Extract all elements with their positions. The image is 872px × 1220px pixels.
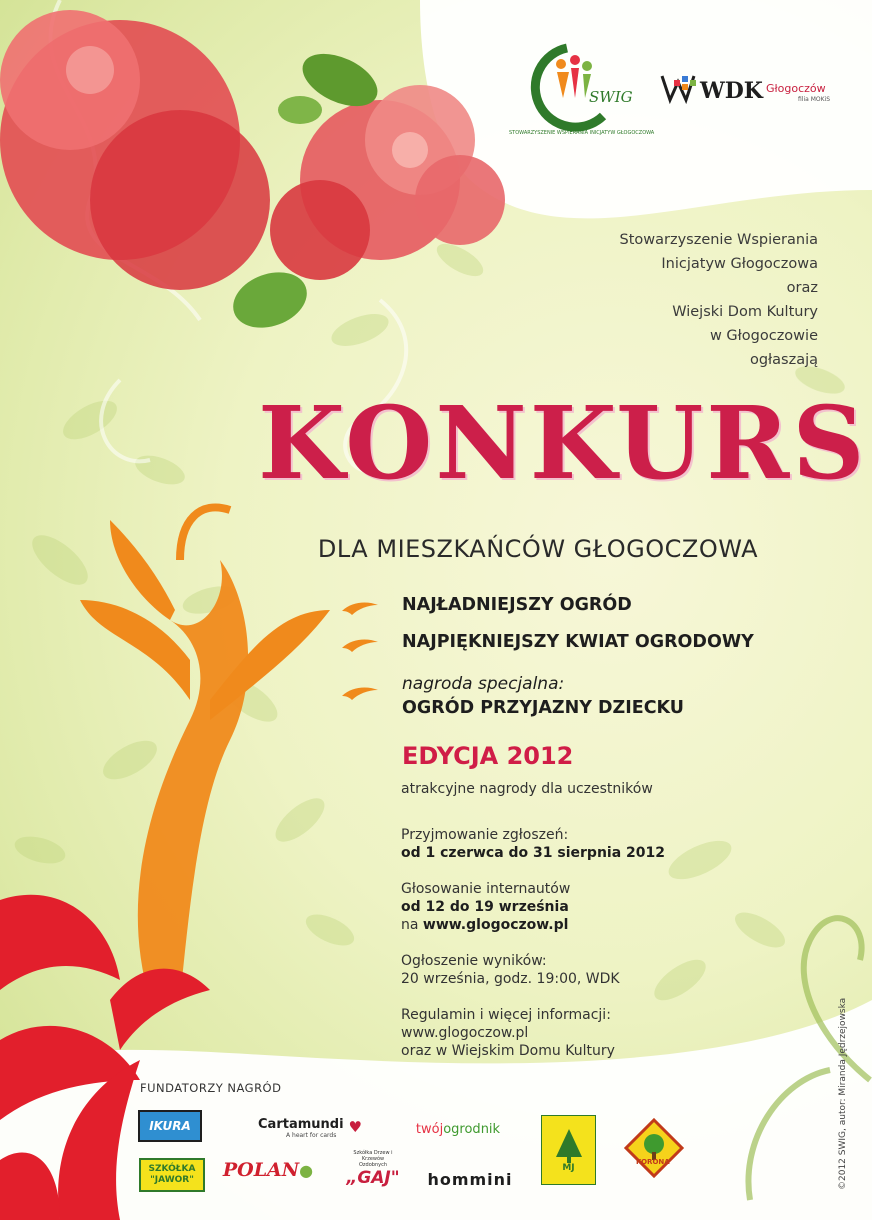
submissions-label: Przyjmowanie zgłoszeń: bbox=[401, 827, 569, 843]
prizes-text: atrakcyjne nagrody dla uczestników bbox=[401, 781, 653, 797]
organizer-line: Wiejski Dom Kultury bbox=[672, 304, 818, 320]
category-name: NAJŁADNIEJSZY OGRÓD bbox=[402, 595, 632, 615]
special-prize-label: nagroda specjalna: bbox=[402, 674, 565, 694]
organizers-text bbox=[498, 228, 818, 372]
category-item bbox=[340, 632, 820, 656]
organizer-line: Stowarzyszenie Wspierania bbox=[619, 232, 818, 248]
copyright-credit: ©2012 SWIG, autor: Miranda Jędrzejowska bbox=[838, 997, 848, 1190]
contest-subtitle: DLA MIESZKAŃCÓW GŁOGOCZOWA bbox=[317, 535, 759, 563]
voting-dates: od 12 do 19 września bbox=[401, 899, 569, 915]
submissions-dates: od 1 czerwca do 31 sierpnia 2012 bbox=[401, 845, 666, 861]
orange-leaf-bullet-icon bbox=[340, 599, 380, 615]
rules-site-link[interactable]: www.glogoczow.pl bbox=[401, 1025, 529, 1041]
special-prize-name: OGRÓD PRZYJAZNY DZIECKU bbox=[402, 698, 685, 718]
sponsor-hommini-logo: hommini bbox=[427, 1169, 513, 1189]
category-item bbox=[340, 674, 820, 722]
submissions-info bbox=[401, 826, 665, 862]
sponsor-cartamundi-logo: Cartamundi A heart for cards ♥ bbox=[258, 1117, 362, 1139]
sponsor-mj-logo: MJ bbox=[541, 1115, 596, 1185]
voting-site: na www.glogoczow.pl bbox=[401, 917, 569, 933]
korona-diamond-icon bbox=[624, 1118, 684, 1178]
tree-icon bbox=[554, 1127, 584, 1163]
edition-heading: EDYCJA 2012 bbox=[402, 742, 574, 770]
wdk-logo-sub: filia MOKiS bbox=[798, 96, 831, 103]
rules-label: Regulamin i więcej informacji: bbox=[401, 1007, 611, 1023]
sponsor-gaj-logo: Szkółka Drzew i Krzewów Ozdobnych „GAJ" bbox=[346, 1150, 400, 1188]
orange-leaf-bullet-icon bbox=[340, 684, 380, 700]
heart-icon: ♥ bbox=[348, 1118, 362, 1136]
voting-label: Głosowanie internautów bbox=[401, 881, 571, 897]
organizer-line: w Głogoczowie bbox=[709, 328, 818, 344]
organizer-line: Inicjatyw Głogoczowa bbox=[661, 256, 818, 272]
rules-info bbox=[401, 1006, 615, 1060]
pear-icon: ● bbox=[299, 1160, 314, 1180]
category-name: NAJPIĘKNIEJSZY KWIAT OGRODOWY bbox=[402, 632, 754, 652]
wdk-logo-place: Głogoczów bbox=[766, 82, 826, 95]
voting-info bbox=[401, 880, 570, 934]
results-info bbox=[401, 952, 620, 988]
swig-logo-text: SWIG bbox=[589, 88, 633, 106]
rules-place: oraz w Wiejskim Domu Kultury bbox=[401, 1043, 615, 1059]
sponsor-jawor-logo: SZKÓŁKA "JAWOR" bbox=[139, 1158, 205, 1192]
organizer-line: oraz bbox=[786, 280, 818, 296]
orange-leaf-bullet-icon bbox=[340, 636, 380, 652]
sponsor-korona-logo: KORONA bbox=[624, 1118, 684, 1178]
wdk-logo-text: WDK bbox=[700, 78, 763, 104]
sponsor-twojogrodnik-logo: twój ogrodnik bbox=[415, 1121, 501, 1137]
voting-site-link[interactable]: www.glogoczow.pl bbox=[422, 917, 569, 933]
results-date: 20 września, godz. 19:00, WDK bbox=[401, 971, 620, 987]
category-item bbox=[340, 595, 820, 619]
swig-logo bbox=[505, 36, 655, 144]
sponsor-ikura-logo: IKURA bbox=[138, 1110, 202, 1142]
results-label: Ogłoszenie wyników: bbox=[401, 953, 547, 969]
swig-logo-tagline: STOWARZYSZENIE WSPIERANIA INICJATYW GŁOGOCZOWA bbox=[509, 130, 655, 136]
organizer-line: ogłaszają bbox=[749, 352, 818, 368]
sponsor-polan-logo: POLAN ● bbox=[222, 1159, 314, 1181]
contest-title: KONKURS bbox=[258, 384, 868, 502]
wdk-logo bbox=[660, 72, 840, 112]
sponsors-heading: FUNDATORZY NAGRÓD bbox=[140, 1081, 282, 1095]
